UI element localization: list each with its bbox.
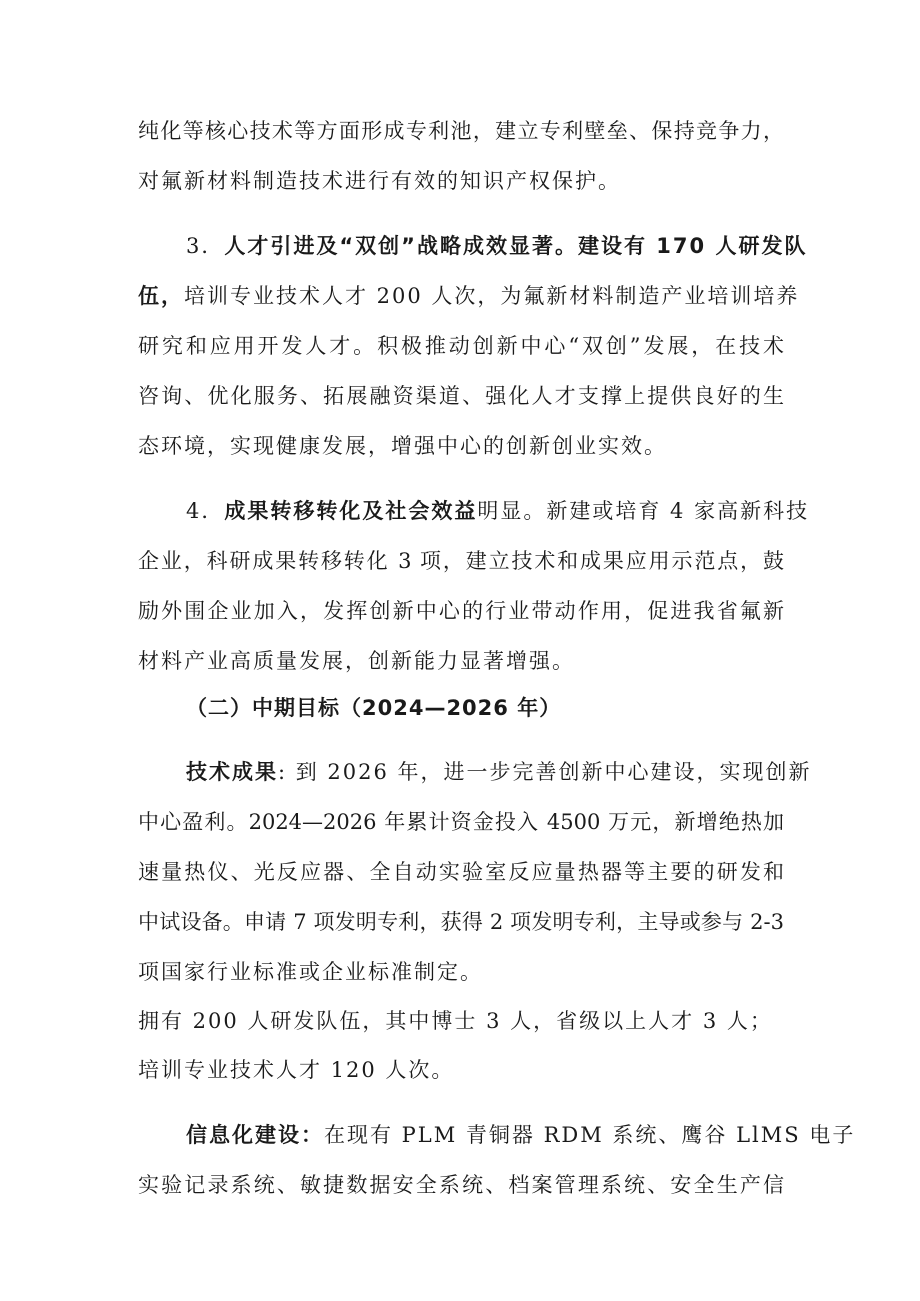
tech-paragraph-line-1 bbox=[186, 757, 812, 787]
results-paragraph-line-3: 励外围企业加入，发挥创新中心的行业带动作用，促进我省氟新 bbox=[138, 599, 784, 623]
tech-paragraph-line-5: 项国家行业标准或企业标准制定。 bbox=[138, 960, 483, 984]
mid-term-heading: （二）中期目标（2024—2026 年） bbox=[186, 696, 562, 720]
patent-paragraph-line-2: 对氟新材料制造技术进行有效的知识产权保护。 bbox=[138, 169, 621, 193]
results-item-text: 明显。新建或培育 4 家高新科技 bbox=[477, 499, 810, 523]
it-item-text: 在现有 PLM 青铜器 RDM 系统、鹰谷 LlMS 电子 bbox=[324, 1123, 856, 1147]
talent-paragraph-line-5: 态环境，实现健康发展，增强中心的创新创业实效。 bbox=[138, 434, 667, 458]
talent-paragraph-line-1 bbox=[186, 231, 807, 261]
talent-paragraph-line-4: 咨询、优化服务、拓展融资渠道、强化人才支撑上提供良好的生 bbox=[138, 384, 784, 408]
it-paragraph-line-1 bbox=[186, 1120, 855, 1150]
results-paragraph-line-4: 材料产业高质量发展，创新能力显著增强。 bbox=[138, 649, 575, 673]
tech-item-text: : 到 2026 年，进一步完善创新中心建设，实现创新 bbox=[278, 760, 812, 784]
tech-item-title: 技术成果 bbox=[186, 760, 278, 784]
talent-item-bold-start: 伍， bbox=[138, 284, 184, 308]
results-item-title: 成果转移转化及社会效益 bbox=[224, 499, 478, 523]
patent-paragraph-line-1: 纯化等核心技术等方面形成专利池，建立专利壁垒、保持竞争力， bbox=[138, 119, 784, 143]
tech-paragraph-line-3: 速量热仪、光反应器、全自动实验室反应量热器等主要的研发和 bbox=[138, 860, 784, 884]
staff-line-1: 拥有 200 人研发队伍，其中博士 3 人，省级以上人才 3 人； bbox=[138, 1009, 773, 1033]
talent-item-text: 建设有 170 人研发队 bbox=[577, 234, 808, 258]
talent-paragraph-line-2 bbox=[138, 281, 799, 311]
talent-item-title: 人才引进及“双创”战略成效显著。 bbox=[224, 234, 578, 258]
results-paragraph-line-2: 企业，科研成果转移转化 3 项，建立技术和成果应用示范点，鼓 bbox=[138, 549, 784, 573]
results-item-number: 4． bbox=[186, 499, 225, 523]
results-paragraph-line-1 bbox=[186, 496, 809, 526]
talent-paragraph-line-3: 研究和应用开发人才。积极推动创新中心“双创”发展，在技术 bbox=[138, 334, 784, 358]
tech-paragraph-line-2: 中心盈利。2024—2026 年累计资金投入 4500 万元，新增绝热加 bbox=[138, 810, 784, 834]
it-paragraph-line-2: 实验记录系统、敏捷数据安全系统、档案管理系统、安全生产信 bbox=[138, 1173, 784, 1197]
it-item-title: 信息化建设： bbox=[186, 1123, 324, 1147]
talent-item-text: 培训专业技术人才 200 人次，为氟新材料制造产业培训培养 bbox=[184, 284, 800, 308]
tech-paragraph-line-4: 中试设备。申请 7 项发明专利，获得 2 项发明专利，主导或参与 2-3 bbox=[138, 910, 784, 934]
talent-item-number: 3． bbox=[186, 234, 225, 258]
staff-line-2: 培训专业技术人才 120 人次。 bbox=[138, 1058, 455, 1082]
